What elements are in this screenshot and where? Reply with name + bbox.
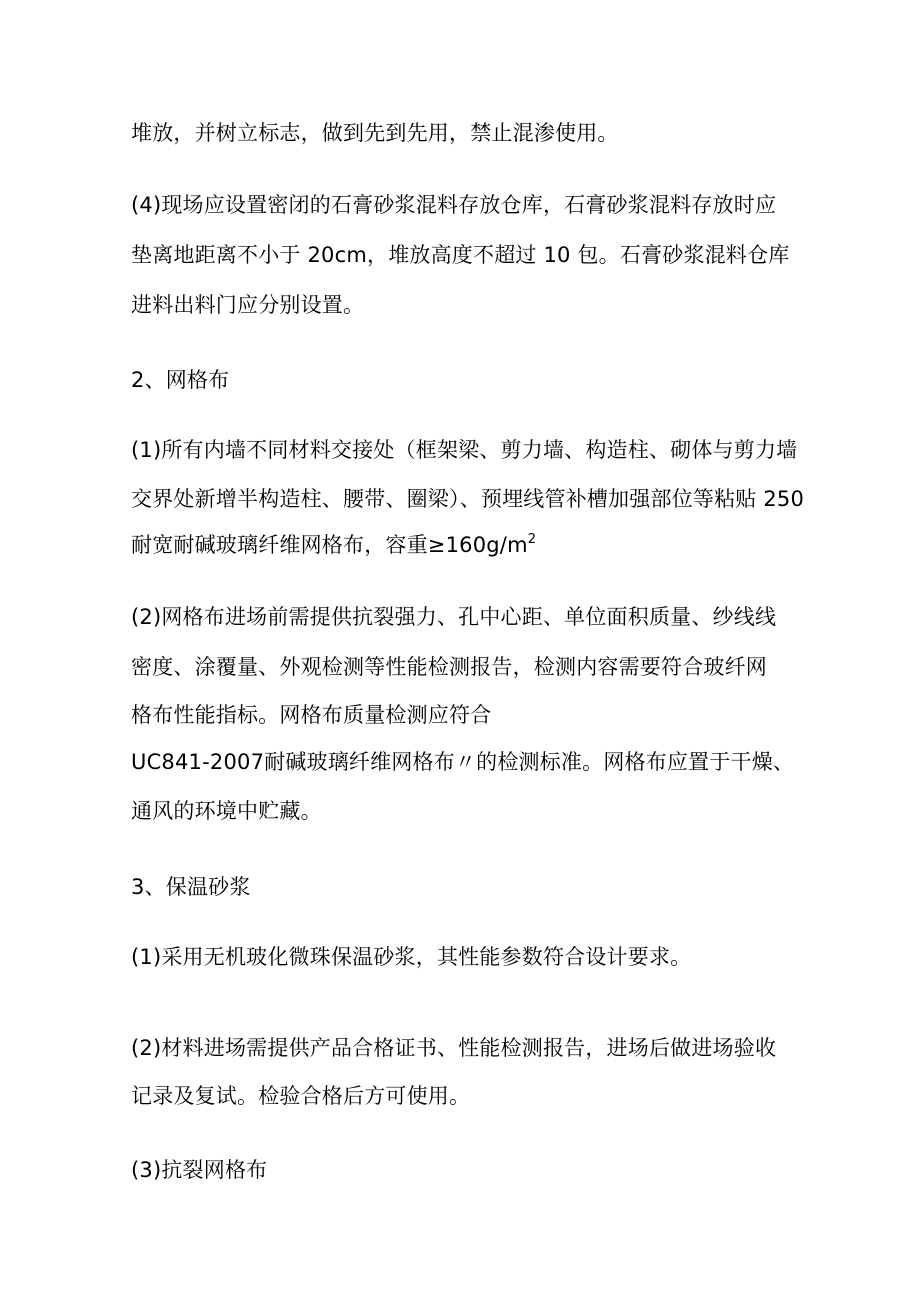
density-superscript: 2	[527, 532, 537, 547]
text-line-mesh-standard-code: UC841-2007耐碱玻璃纤维网格布〃的检测标准。网格布应置于干燥、	[131, 750, 795, 774]
text-line-item-4-start: (4)现场应设置密闭的石膏砂浆混料存放仓库，石膏砂浆混料存放时应	[131, 193, 777, 217]
text-line-mesh-item-2-middle: 密度、涂覆量、外观检测等性能检测报告，检测内容需要符合玻纤网	[131, 655, 767, 679]
mesh-density-text: 耐宽耐碱玻璃纤维网格布，容重≥160g/m	[131, 533, 528, 557]
text-line-storage-rule: 堆放，并树立标志，做到先到先用，禁止混渗使用。	[131, 121, 619, 145]
section-heading-insulation-mortar: 3、保温砂浆	[131, 875, 251, 899]
text-line-insulation-item-2-end: 记录及复试。检验合格后方可使用。	[131, 1084, 471, 1108]
text-line-mesh-item-1-middle: 交界处新增半构造柱、腰带、圈梁）、预埋线管补槽加强部位等粘贴 250	[131, 487, 805, 511]
text-line-mesh-storage: 通风的环境中贮藏。	[131, 799, 322, 823]
text-line-insulation-item-2-start: (2)材料进场需提供产品合格证书、性能检测报告，进场后做进场验收	[131, 1036, 777, 1060]
text-line-item-4-end: 进料出料门应分别设置。	[131, 293, 365, 317]
text-line-mesh-item-1-start: (1)所有内墙不同材料交接处（框架梁、剪力墙、构造柱、砌体与剪力墙	[131, 438, 798, 462]
text-line-insulation-item-1: (1)采用无机玻化微珠保温砂浆，其性能参数符合设计要求。	[131, 945, 692, 969]
text-line-mesh-item-1-end	[131, 530, 811, 560]
section-heading-mesh: 2、网格布	[131, 368, 230, 392]
text-line-mesh-item-2-standard: 格布性能指标。网格布质量检测应符合	[131, 703, 492, 727]
text-line-mesh-item-2-start: (2)网格布进场前需提供抗裂强力、孔中心距、单位面积质量、纱线线	[131, 605, 777, 629]
text-line-insulation-item-3: (3)抗裂网格布	[131, 1158, 268, 1182]
text-line-item-4-middle: 垫离地距离不小于 20cm，堆放高度不超过 10 包。石膏砂浆混料仓库	[131, 243, 790, 267]
